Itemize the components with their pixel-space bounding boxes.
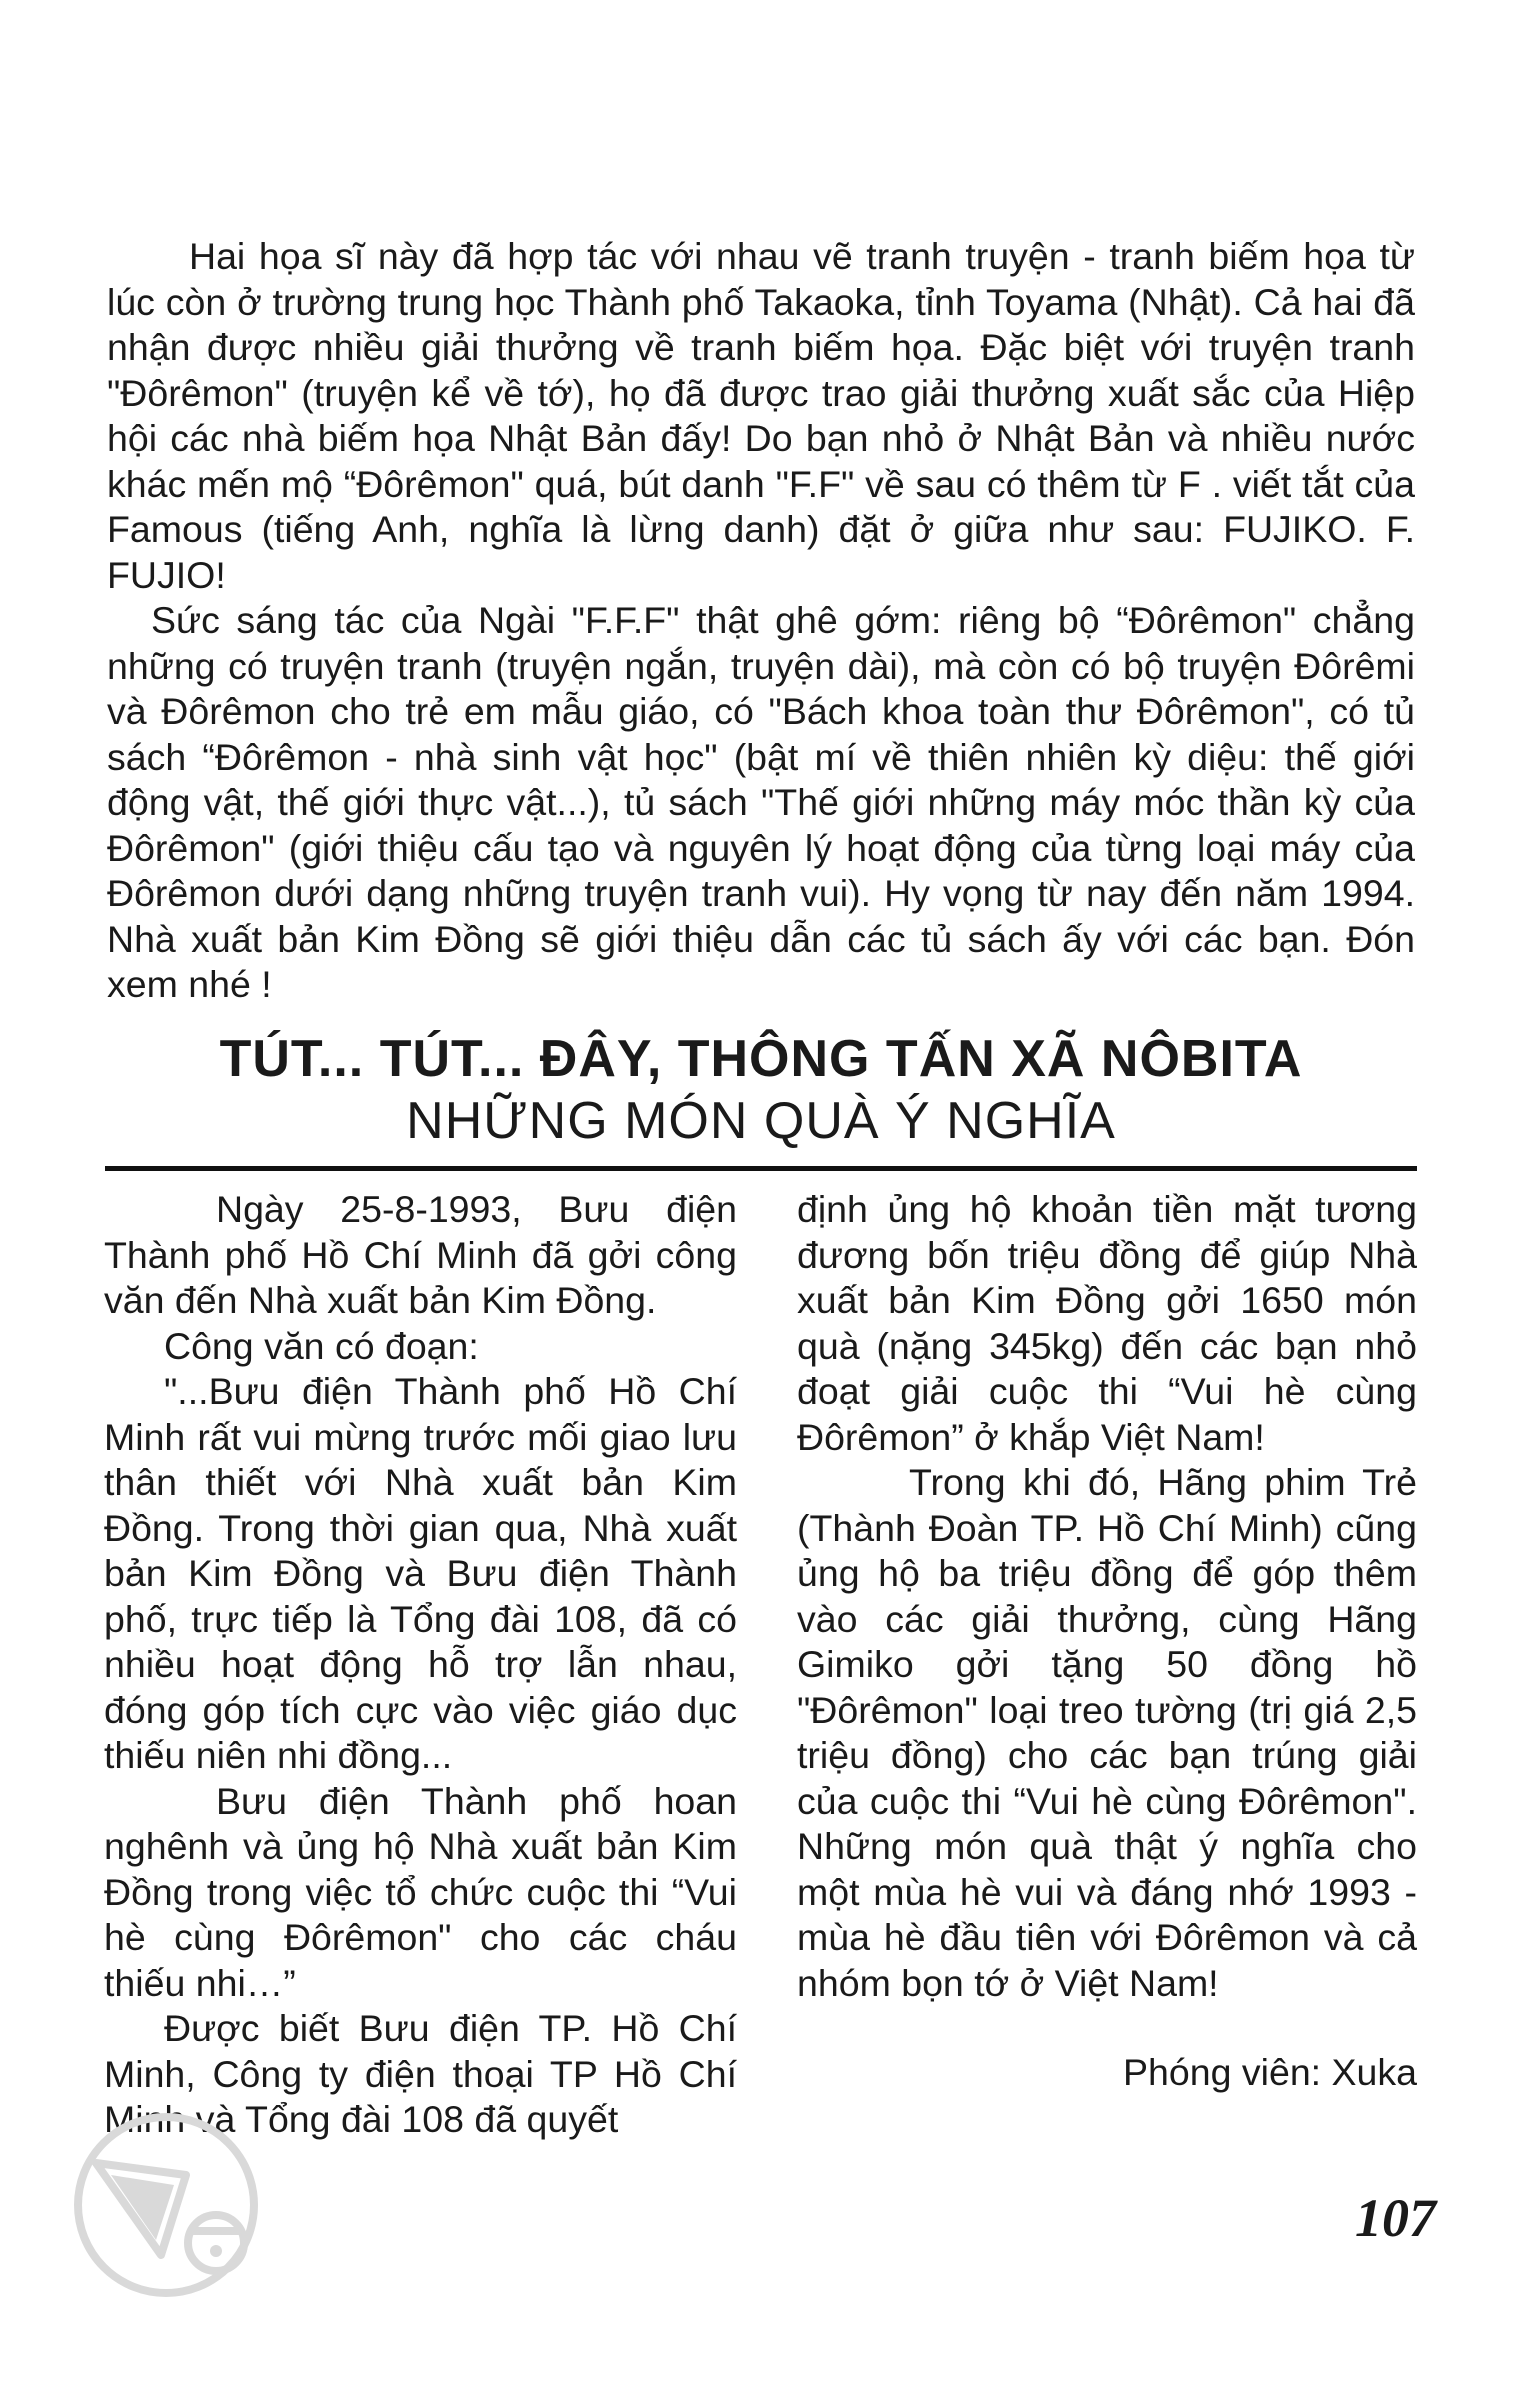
article-paragraph: Ngày 25-8-1993, Bưu điện Thành phố Hồ Chí Minh đã gởi công văn đến Nhà xuất bản Kim Đồng. <box>104 1188 737 1321</box>
article-paragraph: Được biết Bưu điện TP. Hồ Chí Minh, Công ty điện thoại TP Hồ Chí Minh và Tổng đài 108 đã quyết <box>104 2007 737 2140</box>
intro-section <box>107 234 1415 1008</box>
article-headline <box>107 1028 1415 1152</box>
article-paragraph: định ủng hộ khoản tiền mặt tương đương bốn triệu đồng để giúp Nhà xuất bản Kim Đồng gởi 1650 món quà (nặng 345kg) đến các bạn nhỏ đoạt giải cuộc thi “Vui hè cùng Đôrêmon” ở khắp Việt Nam! <box>797 1188 1417 1458</box>
article-paragraph: Trong khi đó, Hãng phim Trẻ (Thành Đoàn TP. Hồ Chí Minh) cũng ủng hộ ba triệu đồng để góp thêm vào các giải thưởng, cùng Hãng Gimiko gởi tặng 50 đồng hồ "Đôrêmon" loại treo tường (trị giá 2,5 triệu đồng) cho các bạn trúng giải của cuộc thi “Vui hè cùng Đôrêmon". Những món quà thật ý nghĩa cho một mùa hè vui và đáng nhớ 1993 - mùa hè đầu tiên với Đôrêmon và cả nhóm bọn tớ ở Việt Nam! <box>797 1461 1417 2004</box>
article-right-column <box>797 1187 1417 2096</box>
article-left-column <box>104 1187 737 2143</box>
headline-line-1: TÚT... TÚT... ĐÂY, THÔNG TẤN XÃ NÔBITA <box>219 1030 1303 1088</box>
intro-paragraph-2: Sức sáng tác của Ngài "F.F.F" thật ghê gớm: riêng bộ “Đôrêmon" chẳng những có truyện tranh (truyện ngắn, truyện dài), mà còn có bộ truyện Đôrêmi và Đôrêmon cho trẻ em mẫu giáo, có "Bách khoa toàn thư Đôrêmon", có tủ sách “Đôrêmon - nhà sinh vật học" (bật mí về thiên nhiên kỳ diệu: thế giới động vật, thế giới thực vật...), tủ sách "Thế giới những máy móc thần kỳ của Đôrêmon" (giới thiệu cấu tạo và nguyên lý hoạt động của từng loại máy của Đôrêmon dưới dạng những truyện tranh vui). Hy vọng từ nay đến năm 1994. Nhà xuất bản Kim Đồng sẽ giới thiệu dẫn các tủ sách ấy với các bạn. Đón xem nhé ! <box>107 599 1415 1005</box>
reporter-byline: Phóng viên: Xuka <box>1123 2051 1417 2093</box>
headline-divider <box>105 1166 1417 1171</box>
article-paragraph: "...Bưu điện Thành phố Hồ Chí Minh rất vui mừng trước mối giao lưu thân thiết với Nhà xuất bản Kim Đồng. Trong thời gian qua, Nhà xuất bản Kim Đồng và Bưu điện Thành phố, trực tiếp là Tổng đài 108, đã có nhiều hoạt động hỗ trợ lẫn nhau, đóng góp tích cực vào việc giáo dục thiếu niên nhi đồng... <box>104 1370 737 1776</box>
article-paragraph: Bưu điện Thành phố hoan nghênh và ủng hộ Nhà xuất bản Kim Đồng trong việc tổ chức cuộc thi “Vui hè cùng Đôrêmon" cho các cháu thiếu nhi…” <box>104 1779 737 2004</box>
doraemon-watermark-icon <box>66 2105 271 2305</box>
page-number: 107 <box>1355 2188 1436 2248</box>
article-paragraph: Công văn có đoạn: <box>164 1324 479 1367</box>
intro-paragraph-1: Hai họa sĩ này đã hợp tác với nhau vẽ tranh truyện - tranh biếm họa từ lúc còn ở trường trung học Thành phố Takaoka, tỉnh Toyama (Nhật). Cả hai đã nhận được nhiều giải thưởng về tranh biếm họa. Đặc biệt với truyện tranh "Đôrêmon" (truyện kể về tớ), họ đã được trao giải thưởng xuất sắc của Hiệp hội các nhà biếm họa Nhật Bản đấy! Do bạn nhỏ ở Nhật Bản và nhiều nước khác mến mộ “Đôrêmon" quá, bút danh "F.F" về sau có thêm từ F . viết tắt của Famous (tiếng Anh, nghĩa là lừng danh) đặt ở giữa như sau: FUJIKO. F. FUJIO! <box>107 235 1415 596</box>
headline-line-2: NHỮNG MÓN QUÀ Ý NGHĨA <box>406 1092 1116 1150</box>
